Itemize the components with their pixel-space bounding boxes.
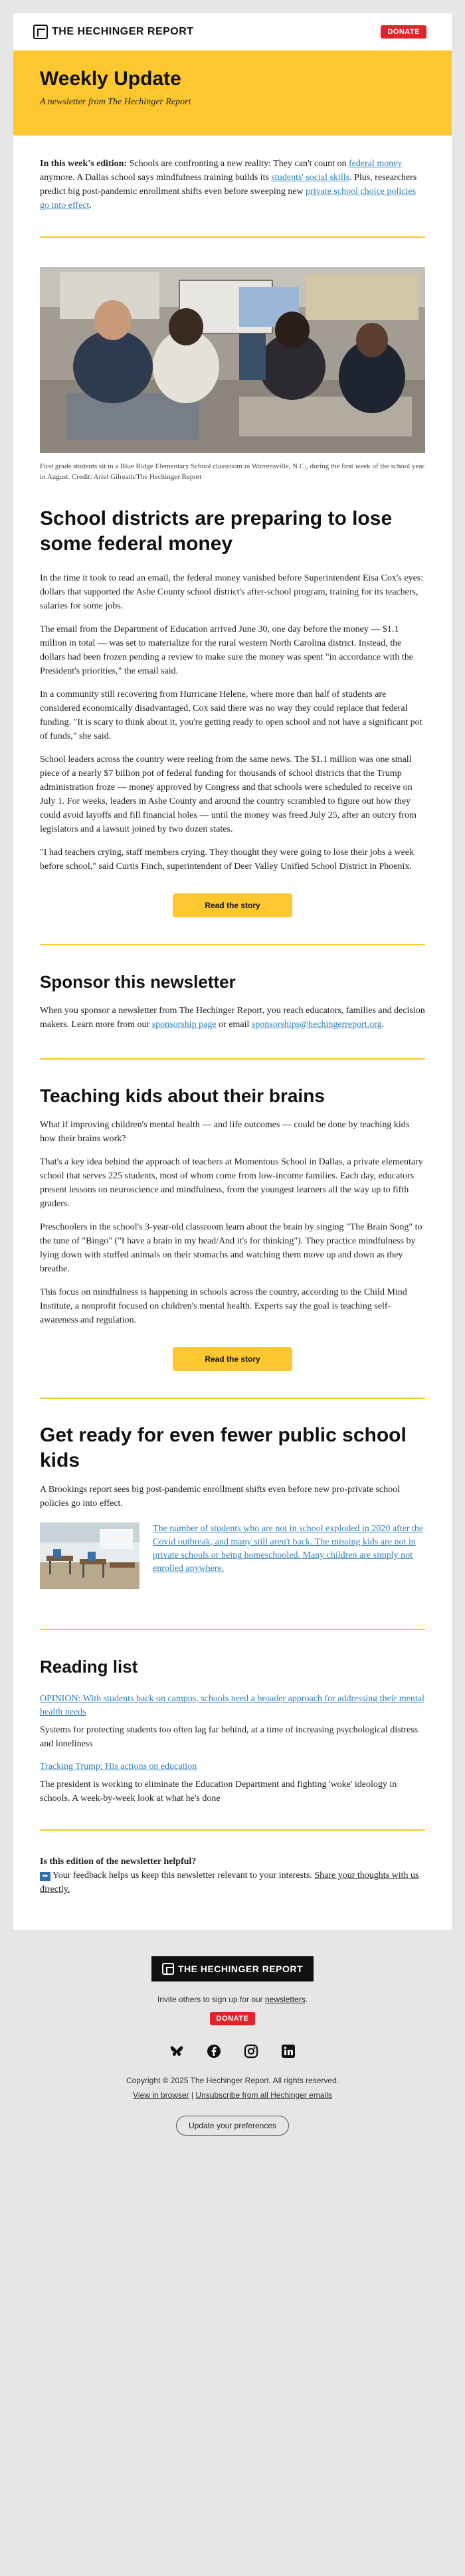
intro-text: Schools are confronting a new reality: They can't count on bbox=[127, 159, 349, 169]
footer bbox=[13, 1930, 452, 2156]
enrollment-headline[interactable]: Get ready for even fewer public school kids bbox=[40, 1424, 407, 1471]
feature-paragraph: "I had teachers crying, staff members crying. They thought they were going to lose their jobs a week before school," said Curtis Finch, superintendent of Deer Valley Unified School District in Phoenix. bbox=[40, 848, 415, 872]
sponsor-text: When you sponsor a newsletter from The Hechinger Report, you reach educators, families and decision makers. Learn more from our bbox=[40, 1006, 425, 1030]
read-story-button[interactable]: Read the story bbox=[173, 893, 292, 917]
footer-donate-button[interactable]: DONATE bbox=[210, 2012, 256, 2025]
sponsor-text: or email bbox=[216, 1020, 252, 1030]
reading-list-link[interactable]: OPINION: With students back on campus, schools need a broader approach for addressing their mental health needs bbox=[40, 1694, 424, 1717]
footer-links bbox=[13, 2090, 452, 2100]
share-thoughts-link[interactable]: Share your thoughts with us directly. bbox=[40, 1871, 419, 1894]
bluesky-icon[interactable] bbox=[169, 2044, 184, 2059]
intro-link-federal-money[interactable]: federal money bbox=[348, 159, 403, 169]
newsletter-title: Weekly Update bbox=[40, 68, 181, 90]
feature-button-wrap bbox=[40, 893, 425, 917]
newsletters-link[interactable]: newsletters bbox=[265, 1995, 306, 2004]
feature-headline[interactable]: School districts are preparing to lose some federal money bbox=[40, 507, 393, 555]
feedback-question: Is this edition of the newsletter helpful? bbox=[40, 1857, 197, 1867]
sponsor-headline: Sponsor this newsletter bbox=[40, 972, 236, 992]
footer-brand: THE HECHINGER REPORT bbox=[177, 1964, 304, 1974]
classroom-photo-illustration bbox=[40, 267, 425, 453]
arrow-icon: ➡ bbox=[40, 1872, 50, 1881]
main-content bbox=[13, 136, 452, 1930]
copyright-text: Copyright © 2025 The Hechinger Report. All rights reserved. bbox=[126, 2076, 339, 2085]
photo-caption: First grade students sit in a Blue Ridge Elementary School classroom in Warrensville, N.C., during the first week of the school year in August. Credit: Ariel Gilreath/The Hechinger Report bbox=[40, 462, 425, 481]
brand-name: THE HECHINGER REPORT bbox=[52, 26, 194, 37]
divider bbox=[40, 1058, 425, 1059]
feature-paragraph: The email from the Department of Education arrived June 30, one day before the money — $1.1 million in total — was set to materialize for the rural western North Carolina district. Instead, the dollars had been frozen pending a review to make sure the money was spent "in accordance with the President's priorities," the email said. bbox=[40, 624, 414, 676]
feature-paragraph: School leaders across the country were reeling from the same news. The $1.1 million was one small piece of a nearly $7 billion pot of federal funding for thousands of school districts that the Trump administration froze — money approved by Congress and that schools were scheduled to receive on July 1. For weeks, leaders in Ashe County and around the country scrambled to figure out how they could avoid layoffs and fill financial holes — until the money was freed July 25, after an outcry from legislators and a lawsuit joined by two dozen states. bbox=[40, 755, 417, 834]
invite-text bbox=[13, 1995, 452, 2004]
divider bbox=[40, 944, 425, 945]
empty-classroom-illustration bbox=[40, 1522, 140, 1589]
linkedin-icon[interactable] bbox=[281, 2044, 296, 2059]
hechinger-logo-icon bbox=[33, 25, 48, 39]
invite-end: . bbox=[305, 1995, 308, 2004]
intro-text: . Plus, researchers predict big post-pandemic enrollment shifts even before sweeping new bbox=[40, 173, 417, 197]
intro-link-social-skills[interactable]: students' social skills bbox=[271, 173, 350, 183]
intro-text: . bbox=[89, 201, 92, 211]
update-preferences-button[interactable]: Update your preferences bbox=[176, 2116, 289, 2136]
feedback-section bbox=[40, 1831, 425, 1930]
newsletter-subtitle: A newsletter from The Hechinger Report bbox=[40, 97, 191, 107]
divider bbox=[40, 1629, 425, 1630]
social-links bbox=[13, 2044, 452, 2059]
reading-list-headline: Reading list bbox=[40, 1657, 138, 1677]
brains-paragraph: That's a key idea behind the approach of teachers at Momentous School in Dallas, a private elementary school that serves 225 students, most of whom come from low-income families. Each day, educators present lessons on neuroscience and mindfulness, from the youngest learners all the way up to fifth graders. bbox=[40, 1157, 423, 1209]
intro-lead: In this week's edition: bbox=[40, 159, 128, 169]
brains-paragraph: This focus on mindfulness is happening in schools across the country, according to the Child Mind Institute, a nonprofit focused on children's mental health. Experts say the goal is teaching self-awareness and regulation. bbox=[40, 1287, 407, 1325]
enrollment-paragraph: A Brookings report sees big post-pandemic enrollment shifts even before new pro-private school policies go into effect. bbox=[40, 1485, 400, 1509]
reading-list-item bbox=[40, 1760, 425, 1805]
divider bbox=[40, 236, 425, 238]
footer-separator: | bbox=[189, 2090, 196, 2100]
empty-classroom-thumbnail[interactable] bbox=[40, 1522, 140, 1589]
sponsor-text: . bbox=[381, 1020, 385, 1030]
related-story-link[interactable]: The number of students who are not in school exploded in 2020 after the Covid outbreak, and many still aren't back. The missing kids are not in private schools or being homeschooled. Many children are simply not enrolled anywhere. bbox=[153, 1524, 424, 1574]
brains-paragraph: What if improving children's mental health — and life outcomes — could be done by teaching kids how their brains work? bbox=[40, 1120, 410, 1144]
reading-list-description: The president is working to eliminate the Education Department and fighting 'woke' ideology in schools. A week-by-week look at what he's done bbox=[40, 1780, 397, 1803]
brains-headline[interactable]: Teaching kids about their brains bbox=[40, 1085, 325, 1106]
feature-paragraph: In a community still recovering from Hurricane Helene, where more than half of students are considered economically disadvantaged, Cox said there was no way they could replace that federal funding. "It is scary to think about it, you're getting ready to open school and not have a significant pot of funds," she said. bbox=[40, 690, 422, 741]
sponsorship-email-link[interactable]: sponsorships@hechingerreport.org bbox=[251, 1020, 382, 1030]
feedback-paragraph bbox=[40, 1869, 425, 1896]
newsletter-card bbox=[13, 13, 452, 1930]
intro-paragraph bbox=[40, 136, 425, 213]
feedback-text: Your feedback helps us keep this newsletter relevant to your interests. bbox=[50, 1871, 315, 1881]
instagram-icon[interactable] bbox=[244, 2044, 258, 2059]
invite-label: Invite others to sign up for our bbox=[157, 1995, 266, 2004]
top-bar bbox=[13, 13, 452, 50]
hero-banner bbox=[13, 50, 452, 136]
view-in-browser-link[interactable]: View in browser bbox=[133, 2090, 189, 2100]
preferences-wrap bbox=[13, 2116, 452, 2136]
reading-list-description: Systems for protecting students too often lag far behind, at a time of increasing psychological distress and loneliness bbox=[40, 1725, 418, 1749]
brand-logo[interactable] bbox=[33, 25, 194, 39]
footer-donate-wrap bbox=[13, 2012, 452, 2024]
feature-paragraph: In the time it took to read an email, the federal money vanished before Superintendent Eisa Cox's eyes: dollars that supported the Ashe County school district's after-school program, training for its teachers, salaries for some jobs. bbox=[40, 573, 424, 611]
brains-button-wrap bbox=[40, 1347, 425, 1371]
reading-list-item bbox=[40, 1693, 425, 1751]
brains-paragraph: Preschoolers in the school's 3-year-old classroom learn about the brain by singing "The Brain Song" to the tune of "Bingo" ("I have a brain in my head/And it's for thinking"). They practice mindfulness by lying down with stuffed animals on their stomachs and watching them move up and down as they breathe. bbox=[40, 1222, 422, 1274]
intro-text: anymore. A Dallas school says mindfulness training builds its bbox=[40, 173, 272, 183]
footer-logo[interactable] bbox=[151, 1956, 314, 1981]
donate-button[interactable]: DONATE bbox=[381, 25, 426, 39]
read-story-button[interactable]: Read the story bbox=[173, 1347, 292, 1371]
facebook-icon[interactable] bbox=[207, 2044, 221, 2059]
related-story bbox=[40, 1522, 425, 1589]
unsubscribe-link[interactable]: Unsubscribe from all Hechinger emails bbox=[195, 2090, 332, 2100]
reading-list-link[interactable]: Tracking Trump: His actions on education bbox=[40, 1762, 197, 1772]
sponsorship-page-link[interactable]: sponsorship page bbox=[151, 1020, 217, 1030]
classroom-photo[interactable] bbox=[40, 267, 425, 453]
intro-link-school-choice[interactable]: private school choice policies go into effect bbox=[40, 187, 417, 211]
sponsor-paragraph bbox=[40, 1004, 425, 1032]
hechinger-logo-icon bbox=[162, 1963, 174, 1975]
divider bbox=[40, 1398, 425, 1399]
